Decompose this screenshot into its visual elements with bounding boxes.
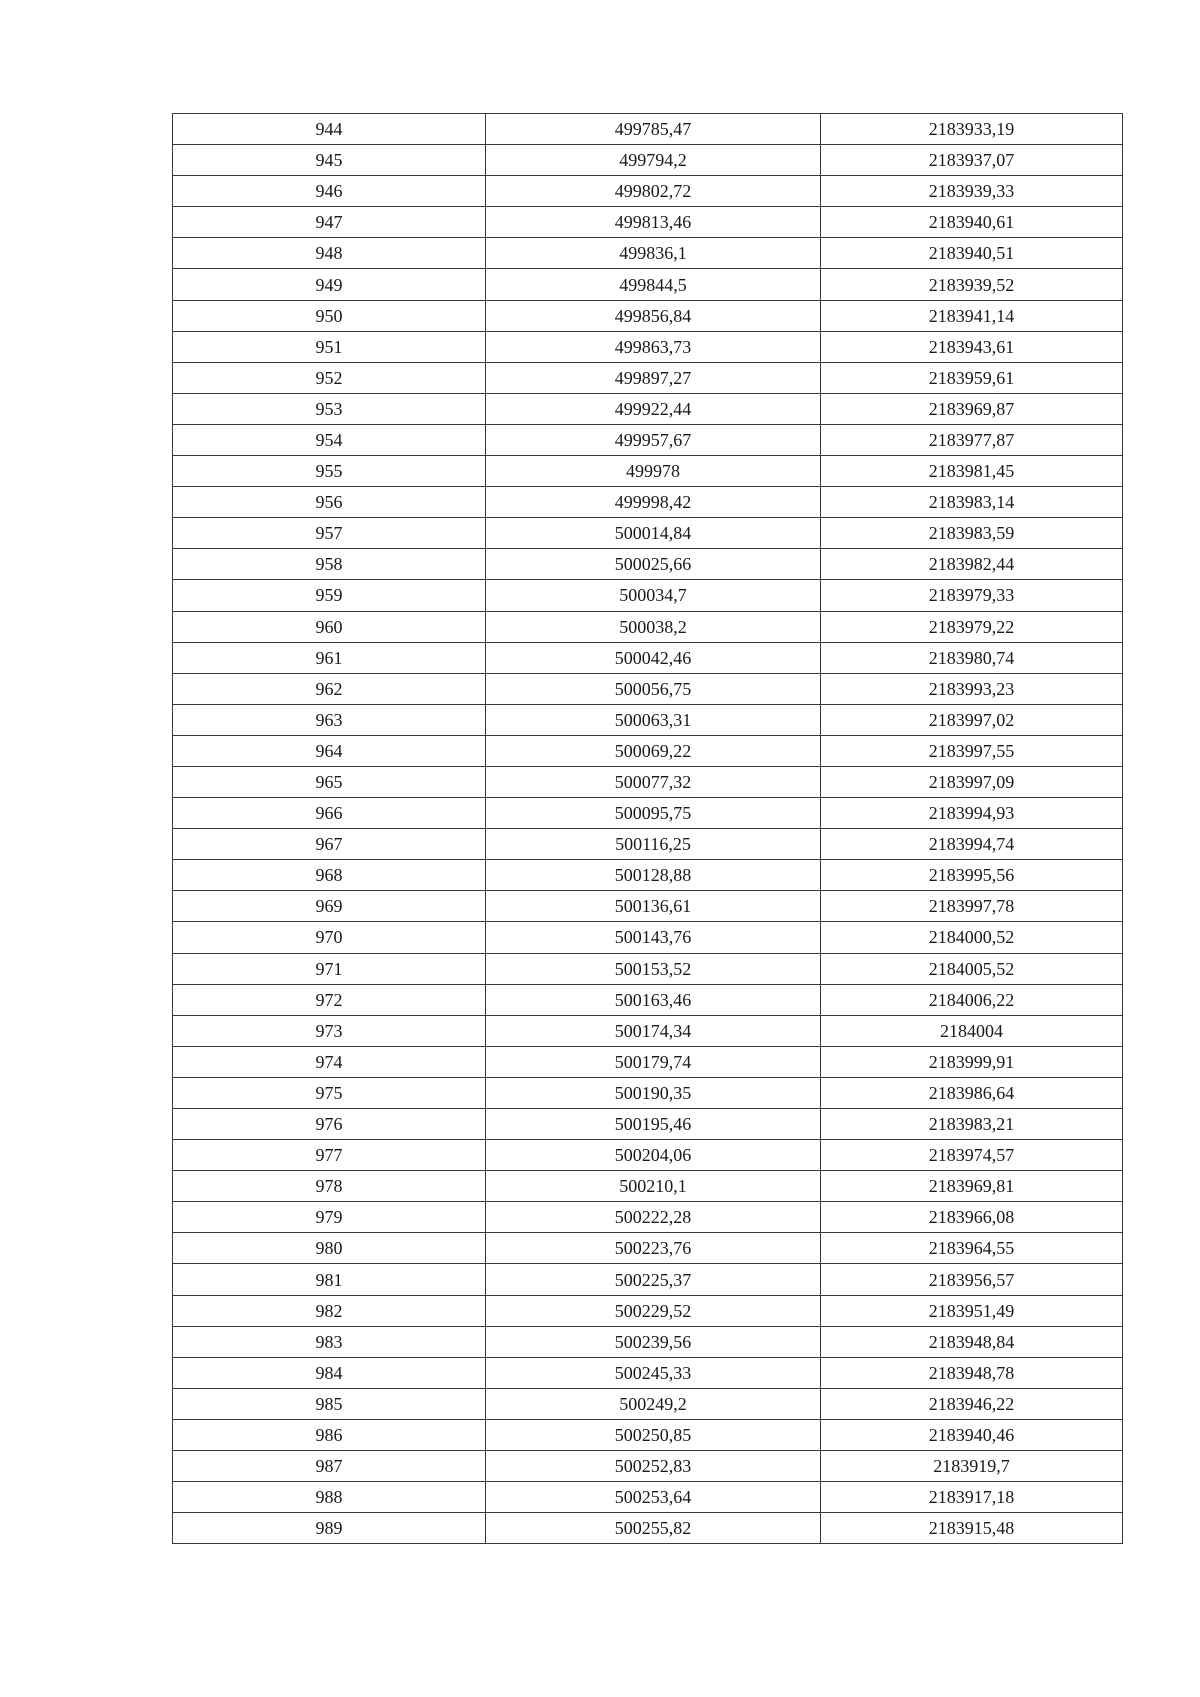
y-coordinate-cell: 2183917,18	[821, 1482, 1123, 1513]
x-coordinate-cell: 500245,33	[486, 1357, 821, 1388]
y-coordinate-cell: 2183969,81	[821, 1171, 1123, 1202]
x-coordinate-cell: 499794,2	[486, 145, 821, 176]
x-coordinate-cell: 500229,52	[486, 1295, 821, 1326]
x-coordinate-cell: 500249,2	[486, 1388, 821, 1419]
point-number-cell: 981	[173, 1264, 486, 1295]
table-row	[173, 549, 1123, 580]
x-coordinate-cell: 500222,28	[486, 1202, 821, 1233]
point-number-cell: 945	[173, 145, 486, 176]
point-number-cell: 968	[173, 860, 486, 891]
table-row	[173, 331, 1123, 362]
y-coordinate-cell: 2183999,91	[821, 1046, 1123, 1077]
table-row	[173, 1233, 1123, 1264]
table-row	[173, 393, 1123, 424]
y-coordinate-cell: 2183940,61	[821, 207, 1123, 238]
point-number-cell: 971	[173, 953, 486, 984]
table-row	[173, 891, 1123, 922]
point-number-cell: 984	[173, 1357, 486, 1388]
y-coordinate-cell: 2183959,61	[821, 362, 1123, 393]
x-coordinate-cell: 500225,37	[486, 1264, 821, 1295]
table-row	[173, 953, 1123, 984]
table-row	[173, 704, 1123, 735]
y-coordinate-cell: 2183983,14	[821, 487, 1123, 518]
point-number-cell: 956	[173, 487, 486, 518]
y-coordinate-cell: 2183941,14	[821, 300, 1123, 331]
y-coordinate-cell: 2183982,44	[821, 549, 1123, 580]
table-row	[173, 673, 1123, 704]
table-row	[173, 611, 1123, 642]
x-coordinate-cell: 499957,67	[486, 424, 821, 455]
x-coordinate-cell: 500239,56	[486, 1326, 821, 1357]
x-coordinate-cell: 500153,52	[486, 953, 821, 984]
point-number-cell: 986	[173, 1419, 486, 1450]
table-row	[173, 207, 1123, 238]
table-row	[173, 1326, 1123, 1357]
point-number-cell: 976	[173, 1109, 486, 1140]
x-coordinate-cell: 500163,46	[486, 984, 821, 1015]
y-coordinate-cell: 2183951,49	[821, 1295, 1123, 1326]
x-coordinate-cell: 500069,22	[486, 735, 821, 766]
point-number-cell: 950	[173, 300, 486, 331]
x-coordinate-cell: 499836,1	[486, 238, 821, 269]
x-coordinate-cell: 500077,32	[486, 766, 821, 797]
x-coordinate-cell: 500255,82	[486, 1513, 821, 1544]
x-coordinate-cell: 499813,46	[486, 207, 821, 238]
y-coordinate-cell: 2183940,46	[821, 1419, 1123, 1450]
point-number-cell: 975	[173, 1077, 486, 1108]
x-coordinate-cell: 500253,64	[486, 1482, 821, 1513]
point-number-cell: 988	[173, 1482, 486, 1513]
x-coordinate-cell: 500250,85	[486, 1419, 821, 1450]
y-coordinate-cell: 2183997,09	[821, 766, 1123, 797]
y-coordinate-cell: 2183915,48	[821, 1513, 1123, 1544]
y-coordinate-cell: 2183939,33	[821, 176, 1123, 207]
x-coordinate-cell: 500063,31	[486, 704, 821, 735]
x-coordinate-cell: 499856,84	[486, 300, 821, 331]
point-number-cell: 959	[173, 580, 486, 611]
table-row	[173, 922, 1123, 953]
point-number-cell: 989	[173, 1513, 486, 1544]
x-coordinate-cell: 500179,74	[486, 1046, 821, 1077]
table-row	[173, 1046, 1123, 1077]
x-coordinate-cell: 500223,76	[486, 1233, 821, 1264]
x-coordinate-cell: 500056,75	[486, 673, 821, 704]
y-coordinate-cell: 2183997,55	[821, 735, 1123, 766]
table-row	[173, 1357, 1123, 1388]
table-row	[173, 642, 1123, 673]
point-number-cell: 958	[173, 549, 486, 580]
table-row	[173, 424, 1123, 455]
table-row	[173, 114, 1123, 145]
table-row	[173, 580, 1123, 611]
point-number-cell: 957	[173, 518, 486, 549]
y-coordinate-cell: 2183948,84	[821, 1326, 1123, 1357]
table-row	[173, 766, 1123, 797]
table-row	[173, 1482, 1123, 1513]
x-coordinate-cell: 500042,46	[486, 642, 821, 673]
table-row	[173, 860, 1123, 891]
x-coordinate-cell: 500038,2	[486, 611, 821, 642]
table-row	[173, 1419, 1123, 1450]
x-coordinate-cell: 499978	[486, 456, 821, 487]
table-row	[173, 1295, 1123, 1326]
point-number-cell: 952	[173, 362, 486, 393]
table-row	[173, 1513, 1123, 1544]
point-number-cell: 965	[173, 766, 486, 797]
y-coordinate-cell: 2183948,78	[821, 1357, 1123, 1388]
table-row	[173, 362, 1123, 393]
table-row	[173, 1109, 1123, 1140]
point-number-cell: 973	[173, 1015, 486, 1046]
y-coordinate-cell: 2183977,87	[821, 424, 1123, 455]
y-coordinate-cell: 2183939,52	[821, 269, 1123, 300]
x-coordinate-cell: 499844,5	[486, 269, 821, 300]
point-number-cell: 970	[173, 922, 486, 953]
x-coordinate-cell: 500025,66	[486, 549, 821, 580]
y-coordinate-cell: 2183983,21	[821, 1109, 1123, 1140]
x-coordinate-cell: 500143,76	[486, 922, 821, 953]
point-number-cell: 949	[173, 269, 486, 300]
y-coordinate-cell: 2183994,93	[821, 798, 1123, 829]
y-coordinate-cell: 2183964,55	[821, 1233, 1123, 1264]
point-number-cell: 972	[173, 984, 486, 1015]
point-number-cell: 944	[173, 114, 486, 145]
x-coordinate-cell: 500204,06	[486, 1140, 821, 1171]
x-coordinate-cell: 500174,34	[486, 1015, 821, 1046]
x-coordinate-cell: 500190,35	[486, 1077, 821, 1108]
point-number-cell: 966	[173, 798, 486, 829]
y-coordinate-cell: 2183983,59	[821, 518, 1123, 549]
y-coordinate-cell: 2183956,57	[821, 1264, 1123, 1295]
table-row	[173, 238, 1123, 269]
point-number-cell: 954	[173, 424, 486, 455]
point-number-cell: 964	[173, 735, 486, 766]
table-row	[173, 735, 1123, 766]
point-number-cell: 955	[173, 456, 486, 487]
y-coordinate-cell: 2183969,87	[821, 393, 1123, 424]
y-coordinate-cell: 2183979,33	[821, 580, 1123, 611]
x-coordinate-cell: 500034,7	[486, 580, 821, 611]
y-coordinate-cell: 2183986,64	[821, 1077, 1123, 1108]
table-row	[173, 1451, 1123, 1482]
table-row	[173, 269, 1123, 300]
table-row	[173, 798, 1123, 829]
point-number-cell: 982	[173, 1295, 486, 1326]
point-number-cell: 963	[173, 704, 486, 735]
x-coordinate-cell: 500116,25	[486, 829, 821, 860]
y-coordinate-cell: 2183995,56	[821, 860, 1123, 891]
y-coordinate-cell: 2183933,19	[821, 114, 1123, 145]
table-row	[173, 176, 1123, 207]
point-number-cell: 987	[173, 1451, 486, 1482]
point-number-cell: 960	[173, 611, 486, 642]
y-coordinate-cell: 2183994,74	[821, 829, 1123, 860]
x-coordinate-cell: 499863,73	[486, 331, 821, 362]
x-coordinate-cell: 499998,42	[486, 487, 821, 518]
table-row	[173, 456, 1123, 487]
point-number-cell: 962	[173, 673, 486, 704]
x-coordinate-cell: 499802,72	[486, 176, 821, 207]
y-coordinate-cell: 2183937,07	[821, 145, 1123, 176]
y-coordinate-cell: 2184000,52	[821, 922, 1123, 953]
y-coordinate-cell: 2183966,08	[821, 1202, 1123, 1233]
y-coordinate-cell: 2183981,45	[821, 456, 1123, 487]
point-number-cell: 969	[173, 891, 486, 922]
table-row	[173, 1264, 1123, 1295]
point-number-cell: 951	[173, 331, 486, 362]
y-coordinate-cell: 2183997,78	[821, 891, 1123, 922]
coordinates-table-body	[173, 114, 1123, 1544]
table-row	[173, 1388, 1123, 1419]
y-coordinate-cell: 2183940,51	[821, 238, 1123, 269]
table-row	[173, 1140, 1123, 1171]
x-coordinate-cell: 499922,44	[486, 393, 821, 424]
y-coordinate-cell: 2183946,22	[821, 1388, 1123, 1419]
x-coordinate-cell: 500252,83	[486, 1451, 821, 1482]
x-coordinate-cell: 500195,46	[486, 1109, 821, 1140]
y-coordinate-cell: 2184005,52	[821, 953, 1123, 984]
y-coordinate-cell: 2184006,22	[821, 984, 1123, 1015]
y-coordinate-cell: 2183997,02	[821, 704, 1123, 735]
x-coordinate-cell: 499785,47	[486, 114, 821, 145]
x-coordinate-cell: 500128,88	[486, 860, 821, 891]
point-number-cell: 978	[173, 1171, 486, 1202]
table-row	[173, 1202, 1123, 1233]
x-coordinate-cell: 500210,1	[486, 1171, 821, 1202]
table-row	[173, 300, 1123, 331]
x-coordinate-cell: 500136,61	[486, 891, 821, 922]
table-row	[173, 487, 1123, 518]
y-coordinate-cell: 2183980,74	[821, 642, 1123, 673]
table-row	[173, 1015, 1123, 1046]
y-coordinate-cell: 2184004	[821, 1015, 1123, 1046]
point-number-cell: 953	[173, 393, 486, 424]
y-coordinate-cell: 2183974,57	[821, 1140, 1123, 1171]
point-number-cell: 961	[173, 642, 486, 673]
point-number-cell: 979	[173, 1202, 486, 1233]
coordinates-table	[172, 113, 1123, 1544]
x-coordinate-cell: 500095,75	[486, 798, 821, 829]
table-row	[173, 984, 1123, 1015]
y-coordinate-cell: 2183993,23	[821, 673, 1123, 704]
point-number-cell: 980	[173, 1233, 486, 1264]
point-number-cell: 985	[173, 1388, 486, 1419]
table-row	[173, 829, 1123, 860]
x-coordinate-cell: 500014,84	[486, 518, 821, 549]
point-number-cell: 948	[173, 238, 486, 269]
x-coordinate-cell: 499897,27	[486, 362, 821, 393]
table-row	[173, 1077, 1123, 1108]
point-number-cell: 967	[173, 829, 486, 860]
point-number-cell: 983	[173, 1326, 486, 1357]
point-number-cell: 974	[173, 1046, 486, 1077]
y-coordinate-cell: 2183979,22	[821, 611, 1123, 642]
point-number-cell: 946	[173, 176, 486, 207]
table-row	[173, 1171, 1123, 1202]
table-row	[173, 518, 1123, 549]
point-number-cell: 947	[173, 207, 486, 238]
y-coordinate-cell: 2183919,7	[821, 1451, 1123, 1482]
y-coordinate-cell: 2183943,61	[821, 331, 1123, 362]
point-number-cell: 977	[173, 1140, 486, 1171]
table-row	[173, 145, 1123, 176]
